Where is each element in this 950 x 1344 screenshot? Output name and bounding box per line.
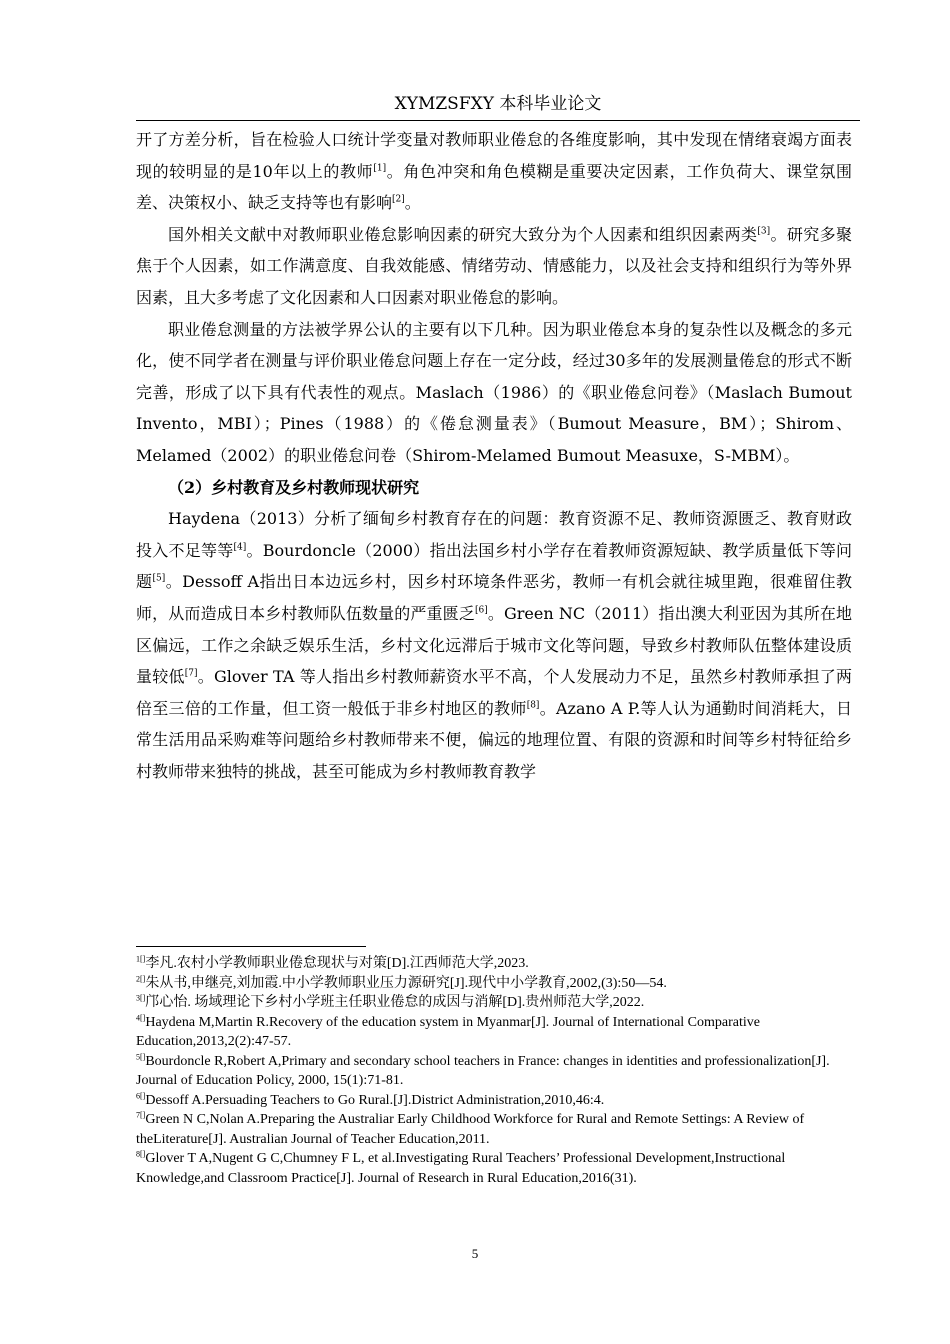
text-run: 。Glover TA 等人指出乡村教师薪资水平不高，个人发展动力不足，虽然乡村教师承担了两倍至三倍的工作量，但工资一般低于非乡村地区的教师	[136, 667, 852, 718]
text-run: 。研究多聚焦于个人因素，如工作满意度、自我效能感、情绪劳动、情感能力，以及社会支持和组织行为等外界因素，且大多考虑了文化因素和人口因素对职业倦怠的影响。	[136, 224, 852, 307]
text-run: 。Azano A P.等人认为通勤时间消耗大，日常生活用品采购难等问题给乡村教师带来不便，偏远的地理位置、有限的资源和时间等乡村特征给乡村教师带来独特的挑战，甚至可能成为乡村教师教育教学	[136, 698, 852, 781]
footnote-6	[136, 1091, 854, 1111]
footnote-mark: 4[]	[136, 1012, 146, 1022]
citation-ref: [3]	[757, 226, 771, 237]
footnote-3	[136, 993, 854, 1013]
footnote-text: 朱从书,申继亮,刘加霞.中小学教师职业压力源研究[J].现代中小学教育,2002,(3):50—54.	[145, 975, 667, 991]
body-text	[136, 124, 852, 787]
footnotes	[136, 954, 854, 1188]
footnote-mark: 7[]	[136, 1110, 146, 1120]
paragraph-2	[136, 219, 852, 314]
footnote-text: 李凡.农村小学教师职业倦怠现状与对策[D].江西师范大学,2023.	[145, 956, 529, 971]
footnote-8	[136, 1149, 854, 1188]
citation-ref: [7]	[184, 668, 198, 679]
text-run: Haydena（2013）分析了缅甸乡村教育存在的问题：教育资源不足、教师资源匮乏、教育财政投入不足等等	[136, 509, 852, 560]
page-header: XYMZSFXY 本科毕业论文	[394, 94, 602, 114]
footnote-text: Bourdoncle R,Robert A,Primary and secondary school teachers in France: changes in identities and professionalization[J]. Journal of Education Policy, 2000, 15(1):71-81.	[136, 1053, 830, 1088]
footnote-4	[136, 1013, 854, 1052]
citation-ref: [6]	[474, 605, 488, 616]
footnote-1	[136, 954, 854, 974]
citation-ref: [8]	[526, 700, 540, 711]
citation-ref: [2]	[392, 194, 405, 205]
paragraph-4	[136, 503, 852, 787]
footnote-mark: 6[]	[136, 1090, 146, 1100]
footnote-text: Glover T A,Nugent G C,Chumney F L, et al.Investigating Rural Teachers’ Professional Development,Instructional Knowledge,and Classroom Practice[J]. Journal of Research in Rural Education,2016(31).	[136, 1151, 786, 1186]
text-run: 。角色冲突和角色模糊是重要决定因素，工作负荷大、课堂氛围差、决策权小、缺乏支持等也有影响	[136, 161, 852, 213]
footnote-mark: 3[]	[136, 993, 146, 1003]
paragraph-3: 职业倦怠测量的方法被学界公认的主要有以下几种。因为职业倦怠本身的复杂性以及概念的多元化，使不同学者在测量与评价职业倦怠问题上存在一定分歧，经过30多年的发展测量倦怠的形式不断完善，形成了以下具有代表性的观点。Maslach（1986）的《职业倦怠问卷》（Maslach Bumout Invento，MBI）；Pines（1988）的《倦怠测量表》（Bumout Measure，BM）；Shirom、Melamed（2002）的职业倦怠问卷（Shirom-Melamed Bumout Measuxe，S-MBM）。	[136, 319, 852, 465]
text-run: 。	[404, 193, 421, 213]
section-subheading: （2）乡村教育及乡村教师现状研究	[168, 477, 420, 497]
footnote-2	[136, 974, 854, 994]
text-run: 。Dessoff A指出日本边远乡村，因乡村环境条件恶劣，教师一有机会就往城里跑，很难留住教师，从而造成日本乡村教师队伍数量的严重匮乏	[136, 572, 852, 623]
text-run: 。Green NC（2011）指出澳大利亚因为其所在地区偏远，工作之余缺乏娱乐生活，乡村文化远滞后于城市文化等问题，导致乡村教师队伍整体建设质量较低	[136, 603, 852, 687]
citation-ref: [5]	[152, 573, 166, 584]
footnote-mark: 5[]	[136, 1051, 146, 1061]
page-number: 5	[471, 1246, 479, 1261]
header-rule	[136, 120, 860, 121]
footnote-7	[136, 1110, 854, 1149]
footnote-mark: 2[]	[136, 973, 146, 983]
footnote-text: 邝心怡. 场域理论下乡村小学班主任职业倦怠的成因与消解[D].贵州师范大学,2022.	[145, 995, 645, 1010]
footnote-text: Haydena M,Martin R.Recovery of the education system in Myanmar[J]. Journal of International Comparative Education,2013,2(2):47-57.	[136, 1014, 760, 1049]
text-run: 国外相关文献中对教师职业倦怠影响因素的研究大致分为个人因素和组织因素两类	[168, 224, 758, 244]
footnote-mark: 8[]	[136, 1149, 146, 1159]
footnote-5	[136, 1052, 854, 1091]
text-run: 。Bourdoncle（2000）指出法国乡村小学存在着教师资源短缺、教学质量低下等问题	[136, 540, 852, 592]
citation-ref: [1]	[373, 163, 387, 174]
text-run: 开了方差分析，旨在检验人口统计学变量对教师职业倦怠的各维度影响，其中发现在情绪衰竭方面表现的较明显的是10年以上的教师	[136, 130, 852, 181]
paragraph-1	[136, 124, 852, 219]
footnote-mark: 1[]	[136, 954, 146, 964]
footnote-text: Dessoff A.Persuading Teachers to Go Rural.[J].District Administration,2010,46:4.	[145, 1092, 605, 1108]
footnote-text: Green N C,Nolan A.Preparing the Australiar Early Childhood Workforce for Rural and Remote Settings: A Review of theLiterature[J]. Australian Journal of Teacher Education,2011.	[136, 1112, 805, 1147]
citation-ref: [4]	[233, 542, 247, 553]
footnote-separator	[136, 946, 366, 947]
